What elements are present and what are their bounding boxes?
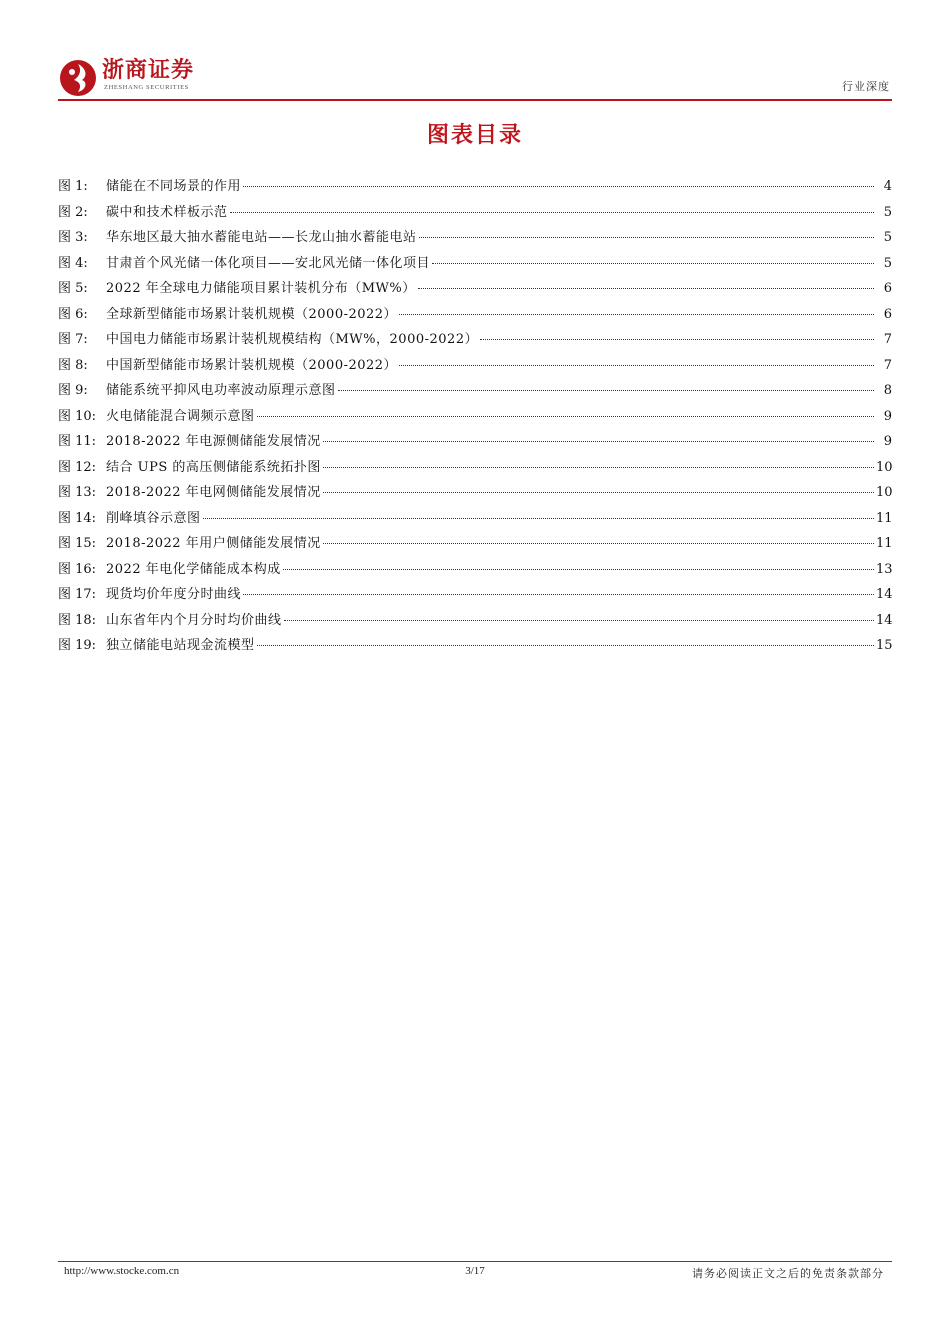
toc-entry-title: 中国新型储能市场累计装机规模（2000-2022） xyxy=(106,357,398,373)
toc-entry[interactable] xyxy=(58,277,892,303)
toc-entry-page: 9 xyxy=(883,434,892,449)
toc-dot-leader xyxy=(257,645,874,646)
toc-dot-leader xyxy=(284,620,874,621)
zheshang-logo-icon xyxy=(58,58,98,98)
toc-entry-label: 图 1: xyxy=(58,179,88,194)
toc-dot-leader xyxy=(432,263,874,264)
toc-entry-title: 碳中和技术样板示范 xyxy=(106,204,228,220)
toc-dot-leader xyxy=(323,441,874,442)
toc-entry-title: 全球新型储能市场累计装机规模（2000-2022） xyxy=(106,306,398,322)
toc-entry-title: 甘肃首个风光储一体化项目——安北风光储一体化项目 xyxy=(106,255,431,271)
toc-entry[interactable] xyxy=(58,201,892,227)
toc-entry-page: 4 xyxy=(883,179,892,194)
toc-dot-leader xyxy=(480,339,874,340)
page-header xyxy=(58,56,892,102)
toc-entry[interactable] xyxy=(58,303,892,329)
toc-entry[interactable] xyxy=(58,430,892,456)
toc-dot-leader xyxy=(399,365,874,366)
logo-subtext: ZHESHANG SECURITIES xyxy=(104,84,189,91)
header-divider xyxy=(58,99,892,101)
toc-entry-label: 图 14: xyxy=(58,510,97,526)
toc-dot-leader xyxy=(338,390,874,391)
toc-dot-leader xyxy=(203,518,874,519)
toc-entry-title: 现货均价年度分时曲线 xyxy=(106,587,242,602)
toc-entry-label: 图 3: xyxy=(58,230,88,245)
toc-entry-title: 火电储能混合调频示意图 xyxy=(106,408,255,424)
toc-dot-leader xyxy=(399,314,874,315)
toc-dot-leader xyxy=(323,467,874,468)
toc-entry[interactable] xyxy=(58,379,892,405)
toc-entry-page: 14 xyxy=(876,587,893,602)
toc-entry-title: 2022 年全球电力储能项目累计装机分布（MW%） xyxy=(106,281,416,296)
footer-url[interactable]: http://www.stocke.com.cn xyxy=(64,1265,180,1277)
toc-dot-leader xyxy=(323,543,874,544)
toc-dot-leader xyxy=(230,212,874,213)
toc-entry-title: 山东省年内个月分时均价曲线 xyxy=(106,612,282,628)
toc-entry-label: 图 8: xyxy=(58,357,88,373)
toc-entry-label: 图 17: xyxy=(58,587,97,602)
toc-entry[interactable] xyxy=(58,456,892,482)
toc-entry-label: 图 5: xyxy=(58,281,88,296)
toc-entry-title: 储能在不同场景的作用 xyxy=(106,179,242,194)
toc-entry-label: 图 19: xyxy=(58,638,97,653)
toc-entry-label: 图 12: xyxy=(58,459,97,475)
toc-dot-leader xyxy=(243,186,874,187)
toc-entry-page: 8 xyxy=(883,383,892,398)
toc-entry-label: 图 9: xyxy=(58,383,88,398)
table-of-figures xyxy=(58,175,892,660)
toc-entry-title: 结合 UPS 的高压侧储能系统拓扑图 xyxy=(106,459,321,475)
toc-entry-label: 图 15: xyxy=(58,536,97,551)
toc-entry-title: 2018-2022 年电源侧储能发展情况 xyxy=(106,434,321,449)
page-title: 图表目录 xyxy=(426,123,523,148)
toc-entry-page: 6 xyxy=(883,281,892,296)
toc-entry[interactable] xyxy=(58,481,892,507)
toc-entry[interactable] xyxy=(58,583,892,609)
toc-entry-page: 7 xyxy=(883,357,892,373)
toc-entry[interactable] xyxy=(58,328,892,354)
toc-entry-page: 11 xyxy=(876,536,893,551)
toc-entry-page: 5 xyxy=(883,230,892,245)
logo-text: 浙商证券 xyxy=(102,58,195,83)
toc-entry-label: 图 16: xyxy=(58,561,97,577)
toc-entry[interactable] xyxy=(58,354,892,380)
toc-entry[interactable] xyxy=(58,532,892,558)
toc-entry-page: 13 xyxy=(876,561,893,577)
toc-dot-leader xyxy=(257,416,874,417)
toc-dot-leader xyxy=(283,569,874,570)
footer-page-number: 3/17 xyxy=(465,1265,485,1277)
toc-entry-title: 2018-2022 年用户侧储能发展情况 xyxy=(106,536,321,551)
toc-entry-label: 图 10: xyxy=(58,408,97,424)
toc-entry-page: 5 xyxy=(883,255,892,271)
toc-entry-page: 10 xyxy=(876,485,893,500)
toc-entry[interactable] xyxy=(58,405,892,431)
toc-entry-label: 图 6: xyxy=(58,306,88,322)
toc-entry-page: 10 xyxy=(876,459,893,475)
toc-dot-leader xyxy=(418,288,874,289)
toc-entry[interactable] xyxy=(58,558,892,584)
footer-disclaimer: 请务必阅读正文之后的免责条款部分 xyxy=(692,1267,884,1280)
toc-entry-label: 图 2: xyxy=(58,204,88,220)
toc-entry-title: 华东地区最大抽水蓄能电站——长龙山抽水蓄能电站 xyxy=(106,230,417,245)
toc-entry-label: 图 7: xyxy=(58,332,88,347)
toc-entry-page: 14 xyxy=(876,612,893,628)
report-type: 行业深度 xyxy=(842,80,890,93)
toc-entry-title: 独立储能电站现金流模型 xyxy=(106,638,255,653)
toc-entry-label: 图 18: xyxy=(58,612,97,628)
toc-dot-leader xyxy=(243,594,874,595)
toc-entry-label: 图 11: xyxy=(58,434,97,449)
toc-entry-page: 9 xyxy=(883,408,892,424)
toc-dot-leader xyxy=(323,492,874,493)
toc-entry[interactable] xyxy=(58,634,892,660)
toc-entry[interactable] xyxy=(58,175,892,201)
toc-entry[interactable] xyxy=(58,252,892,278)
toc-entry[interactable] xyxy=(58,609,892,635)
footer-divider xyxy=(58,1261,892,1262)
toc-entry[interactable] xyxy=(58,507,892,533)
toc-entry-page: 15 xyxy=(876,638,893,653)
toc-entry-page: 11 xyxy=(876,510,893,526)
toc-entry[interactable] xyxy=(58,226,892,252)
toc-entry-label: 图 4: xyxy=(58,255,88,271)
toc-entry-title: 中国电力储能市场累计装机规模结构（MW%，2000-2022） xyxy=(106,332,479,347)
toc-dot-leader xyxy=(419,237,874,238)
toc-entry-title: 2022 年电化学储能成本构成 xyxy=(106,561,281,577)
toc-entry-title: 削峰填谷示意图 xyxy=(106,510,201,526)
toc-entry-title: 2018-2022 年电网侧储能发展情况 xyxy=(106,485,321,500)
toc-entry-page: 5 xyxy=(883,204,892,220)
toc-entry-page: 7 xyxy=(883,332,892,347)
toc-entry-page: 6 xyxy=(883,306,892,322)
toc-entry-title: 储能系统平抑风电功率波动原理示意图 xyxy=(106,383,336,398)
toc-entry-label: 图 13: xyxy=(58,485,97,500)
